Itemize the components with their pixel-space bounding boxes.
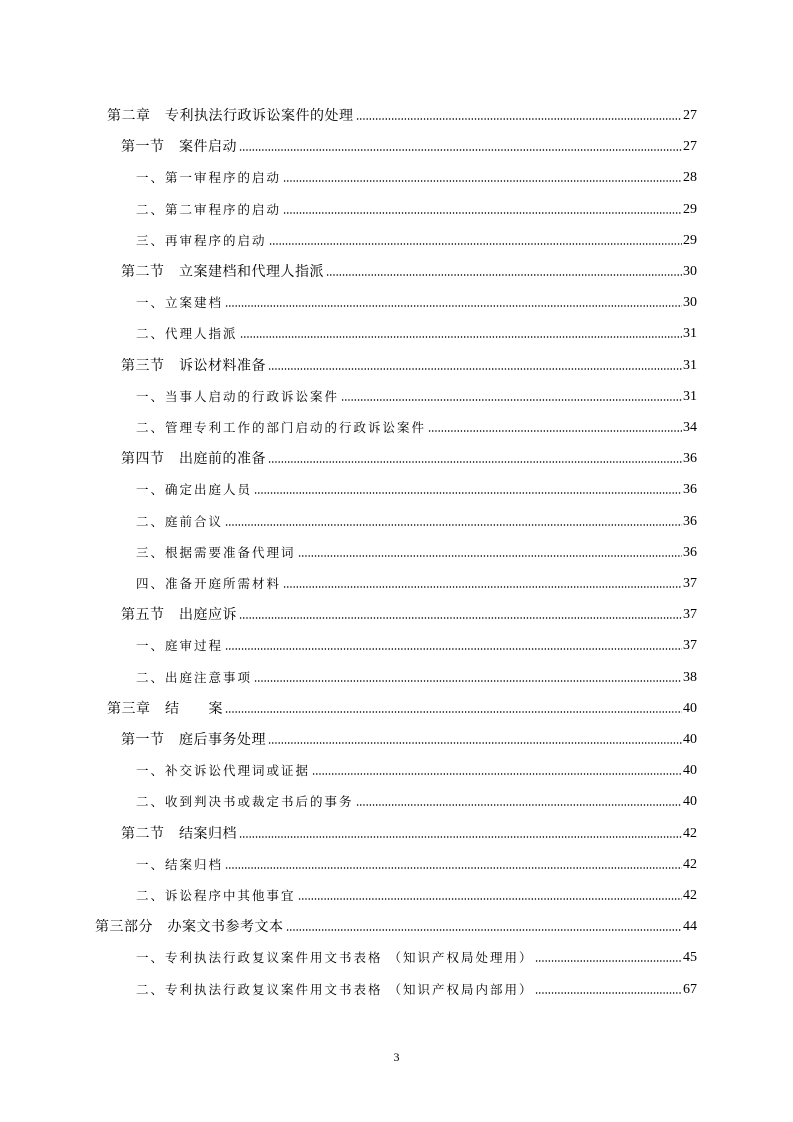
toc-leader-dots (356, 117, 683, 121)
toc-entry-page: 36 (683, 514, 697, 529)
toc-entry-page: 44 (683, 919, 697, 934)
toc-entry-title: 第二节 立案建档和代理人指派 (121, 264, 324, 280)
toc-entry-title: 三、根据需要准备代理词 (136, 545, 296, 560)
toc-entry[interactable] (136, 883, 697, 905)
toc-entry-page: 31 (683, 326, 697, 341)
toc-entry-title: 一、专利执法行政复议案件用文书表格 （知识产权局处理用） (136, 950, 534, 965)
toc-entry-title: 一、当事人启动的行政诉讼案件 (136, 389, 340, 404)
toc-entry-title: 二、管理专利工作的部门启动的行政诉讼案件 (136, 420, 427, 435)
toc-leader-dots (239, 148, 682, 152)
toc-entry-page: 37 (683, 607, 697, 622)
toc-entry[interactable] (136, 165, 697, 187)
toc-entry-page: 42 (683, 826, 697, 841)
toc-entry-page: 31 (683, 389, 697, 404)
toc-entry[interactable] (121, 134, 697, 156)
toc-entry-page: 37 (683, 638, 697, 653)
toc-leader-dots (254, 491, 682, 495)
toc-entry-title: 一、结案归档 (136, 857, 224, 872)
toc-leader-dots (535, 959, 682, 963)
toc-leader-dots (225, 710, 682, 714)
toc-entry-page: 67 (683, 982, 697, 997)
toc-entry-title: 第二章 专利执法行政诉讼案件的处理 (107, 108, 354, 124)
toc-entry-page: 27 (683, 139, 697, 154)
toc-entry[interactable] (121, 821, 697, 843)
toc-entry-title: 二、专利执法行政复议案件用文书表格 （知识产权局内部用） (136, 982, 534, 997)
toc-entry[interactable] (95, 914, 697, 936)
toc-entry-title: 第三节 诉讼材料准备 (121, 358, 266, 374)
toc-entry[interactable] (136, 415, 697, 437)
toc-entry-title: 第三章 结 案 (107, 701, 223, 717)
toc-leader-dots (268, 741, 682, 745)
toc-leader-dots (225, 866, 682, 870)
toc-leader-dots (312, 772, 682, 776)
toc-entry-page: 36 (683, 451, 697, 466)
toc-entry-page: 40 (683, 701, 697, 716)
toc-entry-title: 二、庭前合议 (136, 514, 224, 529)
toc-entry[interactable] (136, 571, 697, 593)
toc-leader-dots (298, 897, 682, 901)
toc-entry-title: 二、第二审程序的启动 (136, 202, 282, 217)
toc-entry-page: 42 (683, 888, 697, 903)
toc-leader-dots (298, 554, 682, 558)
toc-entry[interactable] (107, 103, 697, 125)
toc-entry-page: 31 (683, 358, 697, 373)
toc-entry-title: 一、确定出庭人员 (136, 482, 253, 497)
toc-entry-title: 第四节 出庭前的准备 (121, 451, 266, 467)
toc-entry-page: 30 (683, 264, 697, 279)
toc-entry-page: 37 (683, 576, 697, 591)
toc-entry[interactable] (136, 945, 697, 967)
toc-entry-page: 42 (683, 857, 697, 872)
toc-entry[interactable] (121, 727, 697, 749)
toc-entry-title: 第二节 结案归档 (121, 826, 237, 842)
toc-entry[interactable] (136, 321, 697, 343)
toc-entry-page: 40 (683, 732, 697, 747)
toc-entry-page: 40 (683, 763, 697, 778)
toc-entry[interactable] (136, 540, 697, 562)
toc-leader-dots (283, 585, 682, 589)
toc-leader-dots (225, 304, 682, 308)
toc-leader-dots (269, 242, 682, 246)
toc-entry-page: 36 (683, 482, 697, 497)
toc-entry-page: 27 (683, 108, 697, 123)
toc-leader-dots (239, 835, 682, 839)
toc-entry-page: 29 (683, 202, 697, 217)
toc-entry-title: 一、第一审程序的启动 (136, 170, 282, 185)
toc-leader-dots (239, 616, 682, 620)
toc-entry-page: 30 (683, 295, 697, 310)
toc-leader-dots (535, 991, 682, 995)
toc-entry-title: 第一节 庭后事务处理 (121, 732, 266, 748)
toc-entry[interactable] (136, 509, 697, 531)
toc-leader-dots (254, 679, 682, 683)
toc-entry-page: 36 (683, 545, 697, 560)
toc-entry-page: 45 (683, 950, 697, 965)
toc-leader-dots (283, 211, 682, 215)
toc-leader-dots (283, 179, 682, 183)
toc-entry[interactable] (136, 758, 697, 780)
toc-entry[interactable] (136, 290, 697, 312)
toc-entry-page: 29 (683, 233, 697, 248)
toc-leader-dots (341, 398, 682, 402)
toc-leader-dots (356, 803, 682, 807)
toc-entry[interactable] (121, 259, 697, 281)
toc-entry[interactable] (121, 353, 697, 375)
toc-entry[interactable] (136, 477, 697, 499)
toc-leader-dots (428, 429, 682, 433)
toc-leader-dots (240, 335, 682, 339)
toc-leader-dots (225, 647, 682, 651)
toc-entry[interactable] (136, 665, 697, 687)
toc-entry[interactable] (136, 852, 697, 874)
toc-entry[interactable] (121, 602, 697, 624)
toc-entry-title: 三、再审程序的启动 (136, 233, 267, 248)
toc-entry-page: 38 (683, 670, 697, 685)
toc-entry[interactable] (136, 789, 697, 811)
toc-entry-title: 一、补交诉讼代理词或证据 (136, 763, 311, 778)
toc-entry[interactable] (136, 633, 697, 655)
toc-entry-title: 一、庭审过程 (136, 638, 224, 653)
toc-entry-title: 二、出庭注意事项 (136, 670, 253, 685)
toc-entry-title: 二、代理人指派 (136, 326, 238, 341)
toc-entry[interactable] (121, 446, 697, 468)
toc-entry-title: 第五节 出庭应诉 (121, 607, 237, 623)
toc-entry-title: 第一节 案件启动 (121, 139, 237, 155)
toc-entry[interactable] (136, 197, 697, 219)
toc-entry[interactable] (136, 977, 697, 999)
toc-leader-dots (268, 367, 682, 371)
toc-entry-title: 一、立案建档 (136, 295, 224, 310)
toc-leader-dots (268, 460, 682, 464)
page-number: 3 (393, 1050, 400, 1064)
toc-entry-title: 二、收到判决书或裁定书后的事务 (136, 794, 354, 809)
toc-entry-title: 二、诉讼程序中其他事宜 (136, 888, 296, 903)
toc-entry-page: 34 (683, 420, 697, 435)
toc-leader-dots (326, 273, 682, 277)
toc-entry[interactable] (107, 696, 697, 718)
toc-entry-title: 四、准备开庭所需材料 (136, 576, 282, 591)
toc-entry[interactable] (136, 384, 697, 406)
toc-entry-page: 40 (683, 794, 697, 809)
toc-entry-page: 28 (683, 170, 697, 185)
toc-entry-title: 第三部分 办案文书参考文本 (95, 919, 284, 935)
toc-entry[interactable] (136, 228, 697, 250)
toc-leader-dots (225, 523, 682, 527)
toc-leader-dots (286, 928, 683, 932)
